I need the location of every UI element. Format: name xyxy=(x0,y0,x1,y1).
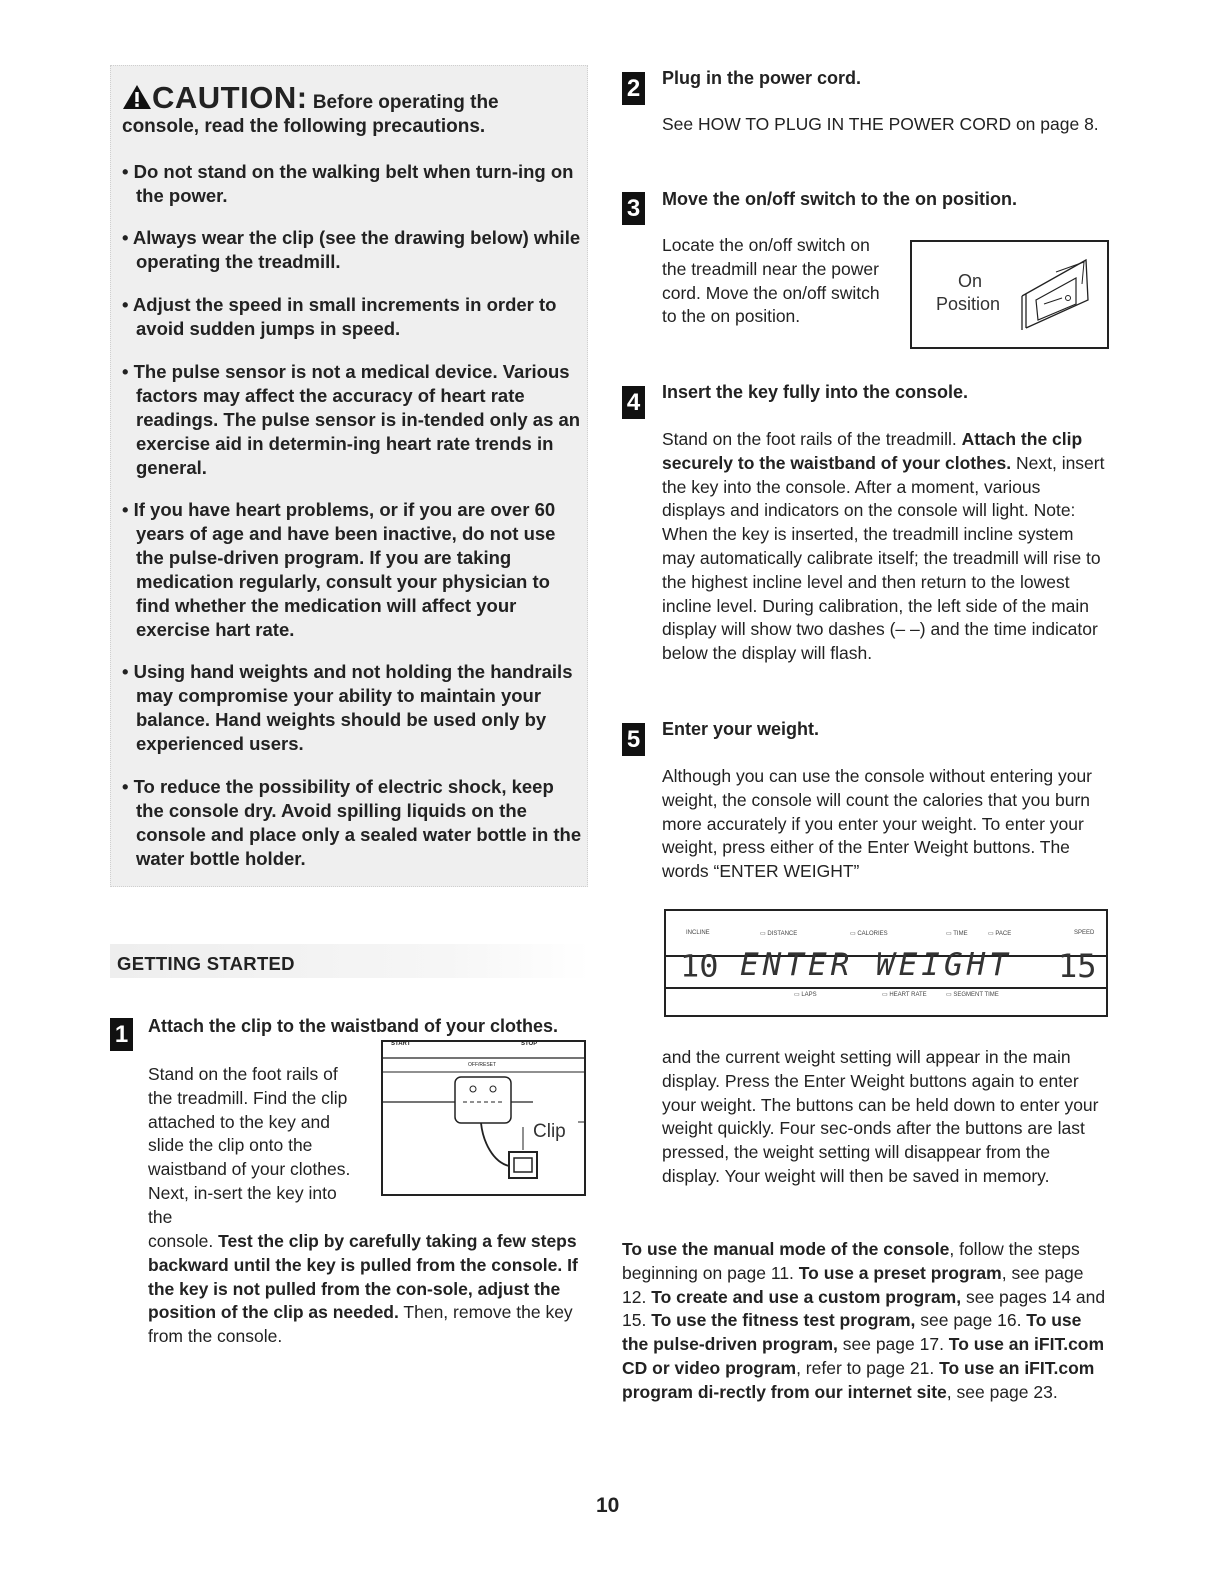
caution-bullet: • If you have heart problems, or if you are over 60 years of age and have been inactive, do not use the pulse-driven program. If you are taking medication regularly, consult your physician to find whether the medication will affect your exercise hart rate. xyxy=(122,499,556,640)
figure-clip-label: Clip xyxy=(533,1121,566,1142)
switch-figure xyxy=(910,240,1109,349)
lcd-main-text: ENTER WEIGHT xyxy=(740,947,1012,983)
caution-lead: Before operating the xyxy=(312,92,499,113)
step4-title: Insert the key fully into the console. xyxy=(662,382,969,402)
caution-bullet: • Do not stand on the walking belt when turn-ing on the power. xyxy=(122,161,574,206)
step-number-2: 2 xyxy=(622,72,645,105)
step4-text-b: Next, insert the key into the console. After a moment, various displays and indicators on the console will light. Note: When the key is inserted, the treadmill incline system may automatically calibrate itself; the treadmill will rise to the highest incline level and then return to the lowest incline level. During calibration, the left side of the main display will show two dashes (– –) and the time indicator below the display will flash. xyxy=(662,452,1105,664)
step1-title: Attach the clip to the waistband of your clothes. xyxy=(148,1016,559,1036)
step3-title: Move the on/off switch to the on position. xyxy=(662,189,1017,209)
console-display xyxy=(664,909,1108,1017)
step4-text-bold: Attach the clip securely to the waistband of your clothes. xyxy=(662,429,1083,473)
step3-text: Locate the on/off switch on the treadmill near the power cord. Move the on/off switch to the on position. xyxy=(662,235,880,327)
lcd-label-incline: INCLINE xyxy=(686,930,710,936)
step-number-4: 4 xyxy=(622,386,645,419)
summary-text: , refer to page 21. xyxy=(796,1357,940,1378)
lcd-label-speed: SPEED xyxy=(1074,930,1095,936)
step5-text: Although you can use the console without entering your weight, the console will count the calories that you burn more accurately if you enter your weight. To enter your weight, press either of the Enter Weight buttons. The words “ENTER WEIGHT” xyxy=(662,766,1093,882)
step4-text xyxy=(662,428,1107,666)
caution-heading xyxy=(122,80,582,139)
summary-text: , see page 12. xyxy=(622,1262,1084,1307)
summary-bold: To use a preset program xyxy=(798,1262,1002,1283)
summary-bold: To use the fitness test program, xyxy=(651,1310,916,1331)
switch-icon xyxy=(1016,254,1096,334)
lcd-label-pace: ▭ PACE xyxy=(988,931,1012,937)
summary-bold: To use an iFIT.com CD or video program xyxy=(622,1334,1105,1378)
summary-bold: To use an iFIT.com program di-rectly from our internet site xyxy=(622,1357,1095,1402)
caution-bullet: • The pulse sensor is not a medical device. Various factors may affect the accuracy of heart rate readings. The pulse sensor is in-tended only as an exercise aid in determin-ing heart rate trends in general. xyxy=(122,361,581,478)
lcd-label-laps: ▭ LAPS xyxy=(794,992,817,998)
lcd-label-heart-rate: ▭ HEART RATE xyxy=(882,992,927,998)
caution-bullet: • To reduce the possibility of electric shock, keep the console dry. Avoid spilling liquids on the console and place only a sealed water bottle in the water bottle holder. xyxy=(122,776,582,869)
program-summary xyxy=(622,1238,1108,1405)
summary-text: see page 16. xyxy=(915,1310,1027,1331)
step2-text: See HOW TO PLUG IN THE POWER CORD on page 8. xyxy=(662,114,1099,134)
step1-text-a: Stand on the foot rails of the treadmill. Find the clip attached to the key and slide the clip onto the waistband of your clothes. Next, in-sert the key into the xyxy=(148,1064,351,1227)
caution-word: CAUTION: xyxy=(152,80,308,115)
caution-bullet: • Always wear the clip (see the drawing below) while operating the treadmill. xyxy=(122,227,581,272)
step1-text-b-bold: Test the clip by carefully taking a few steps backward until the key is pulled from the console. If the key is not pulled from the con-sole, adjust the position of the clip as needed. xyxy=(148,1231,578,1323)
lcd-left-value: 10 xyxy=(680,947,719,985)
step5-title: Enter your weight. xyxy=(662,719,820,739)
step-number-1: 1 xyxy=(110,1018,133,1051)
lcd-right-value: 15 xyxy=(1058,947,1097,985)
summary-bold: To use the manual mode of the console xyxy=(622,1239,950,1259)
summary-bold: To create and use a custom program, xyxy=(651,1286,962,1307)
figure-position-label: Position xyxy=(936,294,1001,314)
summary-text: see page 17. xyxy=(837,1334,949,1355)
step1-text-b-plain: console. xyxy=(148,1231,214,1251)
lcd-label-time: ▭ TIME xyxy=(946,931,968,937)
caution-bullet: • Adjust the speed in small increments in order to avoid sudden jumps in speed. xyxy=(122,294,557,339)
lcd-label-distance: ▭ DISTANCE xyxy=(760,931,798,937)
step1-text-c: Then, remove the key from the console. xyxy=(148,1302,573,1347)
step-number-5: 5 xyxy=(622,723,645,756)
getting-started-heading: GETTING STARTED xyxy=(117,953,295,974)
figure-stop-label: STOP xyxy=(521,1041,538,1047)
summary-text: see pages 14 and 15. xyxy=(622,1286,1106,1331)
lcd-divider xyxy=(666,987,1106,989)
warning-icon xyxy=(122,84,152,110)
figure-slot-label: OFF/RESET xyxy=(468,1062,497,1068)
summary-text: , follow the steps beginning on page 11. xyxy=(622,1239,1080,1283)
lcd-label-calories: ▭ CALORIES xyxy=(850,931,888,937)
step2-title: Plug in the power cord. xyxy=(662,68,862,88)
summary-bold: To use the pulse-driven program, xyxy=(622,1310,1082,1355)
figure-on-label: On xyxy=(958,271,983,291)
summary-text: , see page 23. xyxy=(946,1381,1058,1402)
step4-text-a: Stand on the foot rails of the treadmill. xyxy=(662,429,957,449)
step5-text-after: and the current weight setting will appear in the main display. Press the Enter Weight buttons again to enter your weight. The buttons can be held down to enter your weight quickly. Four sec-onds after the buttons are last pressed, the weight setting will disappear from the display. Your weight will then be saved in memory. xyxy=(662,1047,1099,1186)
lcd-label-segment-time: ▭ SEGMENT TIME xyxy=(946,992,999,998)
page-number: 10 xyxy=(596,1494,620,1517)
caution-lead-2: console, read the following precautions. xyxy=(122,116,486,137)
step1-text-b xyxy=(148,1230,598,1349)
caution-bullet: • Using hand weights and not holding the handrails may compromise your ability to maintain your balance. Hand weights should be used only by experienced users. xyxy=(122,661,573,754)
clip-figure xyxy=(381,1040,586,1196)
step-number-3: 3 xyxy=(622,192,645,225)
figure-start-label: START xyxy=(391,1041,411,1047)
